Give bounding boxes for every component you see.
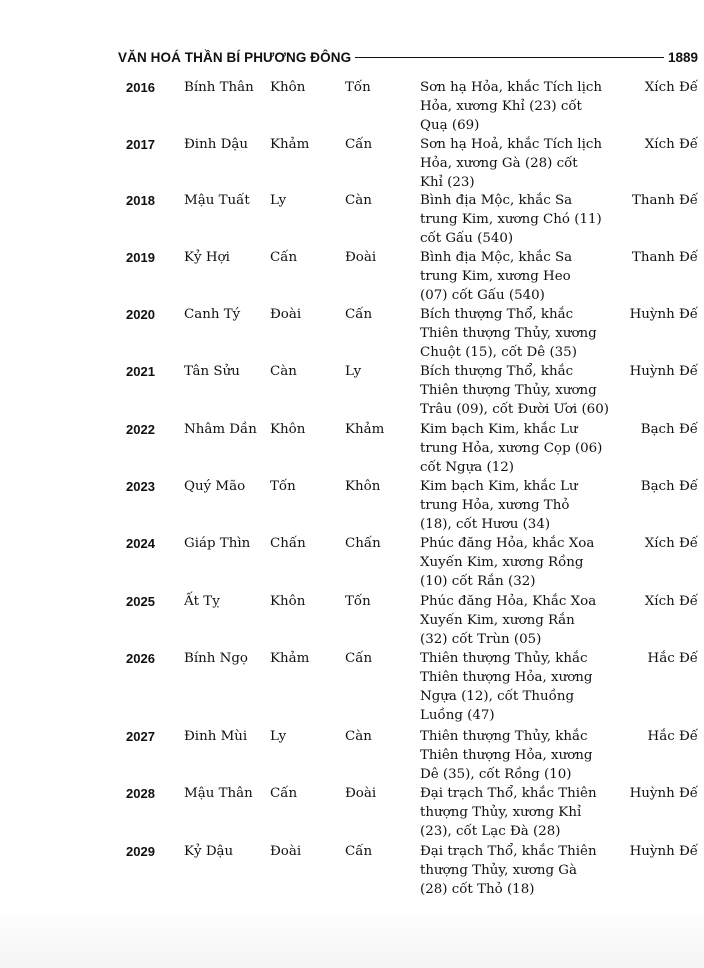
- can-chi-cell: Tân Sửu: [184, 364, 240, 379]
- element-description-cell: [420, 534, 625, 591]
- description-line: Khỉ (23): [420, 175, 475, 190]
- description-line: Xuyến Kim, xương Rồng: [420, 555, 584, 570]
- description-line: thượng Thủy, xương Khỉ: [420, 805, 582, 820]
- emperor-cell: Huỳnh Đế: [629, 844, 698, 859]
- can-chi-cell: Canh Tý: [184, 307, 241, 322]
- description-line: Ngựa (12), cốt Thuồng: [420, 689, 575, 704]
- book-title: VĂN HOÁ THẦN BÍ PHƯƠNG ĐÔNG: [118, 49, 352, 65]
- trigram-secondary-cell: Đoài: [345, 250, 377, 265]
- description-line: Thiên thượng Hỏa, xương: [420, 670, 593, 685]
- year-cell: 2021: [126, 364, 155, 379]
- description-line: Hỏa, xương Gà (28) cốt: [420, 156, 578, 171]
- page-bottom-margin: [0, 915, 704, 968]
- description-line: Thiên thượng Thủy, khắc: [420, 651, 588, 666]
- can-chi-cell: Mậu Thân: [184, 786, 253, 801]
- trigram-secondary-cell: Cấn: [345, 137, 373, 152]
- description-line: Thiên thượng Thủy, xương: [420, 383, 597, 398]
- trigram-primary-cell: Ly: [270, 729, 287, 744]
- year-cell: 2016: [126, 80, 155, 95]
- trigram-secondary-cell: Càn: [345, 729, 372, 744]
- element-description-cell: [420, 842, 625, 899]
- year-cell: 2028: [126, 786, 155, 801]
- emperor-cell: Huỳnh Đế: [629, 786, 698, 801]
- description-line: trung Kim, xương Heo: [420, 269, 571, 284]
- element-description-cell: [420, 477, 625, 534]
- trigram-secondary-cell: Khôn: [345, 479, 381, 494]
- trigram-primary-cell: Khôn: [270, 80, 306, 95]
- description-line: Bích thượng Thổ, khắc: [420, 364, 574, 379]
- trigram-secondary-cell: Tốn: [345, 80, 371, 95]
- emperor-cell: Hắc Đế: [647, 651, 698, 666]
- can-chi-cell: Giáp Thìn: [184, 536, 251, 551]
- trigram-primary-cell: Khôn: [270, 594, 306, 609]
- can-chi-cell: Bính Thân: [184, 80, 254, 95]
- emperor-cell: Xích Đế: [644, 137, 698, 152]
- year-cell: 2026: [126, 651, 155, 666]
- description-line: Dê (35), cốt Rồng (10): [420, 767, 572, 782]
- can-chi-cell: Nhâm Dần: [184, 422, 257, 437]
- emperor-cell: Xích Đế: [644, 80, 698, 95]
- description-line: Bình địa Mộc, khắc Sa: [420, 193, 573, 208]
- description-line: Quạ (69): [420, 118, 480, 133]
- description-line: Xuyến Kim, xương Rắn: [420, 613, 575, 628]
- trigram-primary-cell: Càn: [270, 364, 297, 379]
- element-description-cell: [420, 78, 625, 135]
- trigram-primary-cell: Khảm: [270, 137, 310, 152]
- element-description-cell: [420, 248, 625, 305]
- trigram-secondary-cell: Đoài: [345, 786, 377, 801]
- trigram-secondary-cell: Tốn: [345, 594, 371, 609]
- trigram-primary-cell: Ly: [270, 193, 287, 208]
- can-chi-cell: Đinh Mùi: [184, 729, 248, 744]
- description-line: Đại trạch Thổ, khắc Thiên: [420, 786, 597, 801]
- emperor-cell: Xích Đế: [644, 594, 698, 609]
- element-description-cell: [420, 727, 625, 784]
- description-line: (18), cốt Hươu (34): [420, 517, 551, 532]
- trigram-primary-cell: Tốn: [270, 479, 296, 494]
- trigram-secondary-cell: Cấn: [345, 651, 373, 666]
- description-line: Thiên thượng Thủy, xương: [420, 326, 597, 341]
- can-chi-cell: Mậu Tuất: [184, 193, 250, 208]
- trigram-primary-cell: Đoài: [270, 307, 302, 322]
- description-line: trung Kim, xương Chó (11): [420, 212, 602, 227]
- trigram-primary-cell: Khôn: [270, 422, 306, 437]
- description-line: Sơn hạ Hoả, khắc Tích lịch: [420, 137, 602, 152]
- description-line: cốt Ngựa (12): [420, 460, 514, 475]
- emperor-cell: Hắc Đế: [647, 729, 698, 744]
- element-description-cell: [420, 784, 625, 841]
- description-line: Thiên thượng Thủy, khắc: [420, 729, 588, 744]
- emperor-cell: Huỳnh Đế: [629, 364, 698, 379]
- description-line: Phúc đăng Hỏa, khắc Xoa: [420, 536, 595, 551]
- description-line: Trâu (09), cốt Đười Ươi (60): [420, 402, 609, 417]
- element-description-cell: [420, 649, 625, 725]
- trigram-secondary-cell: Cấn: [345, 307, 373, 322]
- description-line: trung Hỏa, xương Cọp (06): [420, 441, 603, 456]
- description-line: Bình địa Mộc, khắc Sa: [420, 250, 573, 265]
- emperor-cell: Thanh Đế: [631, 193, 698, 208]
- year-cell: 2020: [126, 307, 155, 322]
- element-description-cell: [420, 420, 625, 477]
- description-line: Đại trạch Thổ, khắc Thiên: [420, 844, 597, 859]
- description-line: Kim bạch Kim, khắc Lư: [420, 422, 578, 437]
- year-cell: 2025: [126, 594, 155, 609]
- year-cell: 2027: [126, 729, 155, 744]
- description-line: Chuột (15), cốt Dê (35): [420, 345, 577, 360]
- emperor-cell: Huỳnh Đế: [629, 307, 698, 322]
- year-cell: 2018: [126, 193, 155, 208]
- year-cell: 2022: [126, 422, 155, 437]
- trigram-secondary-cell: Khảm: [345, 422, 385, 437]
- trigram-primary-cell: Chấn: [270, 536, 306, 551]
- description-line: Sơn hạ Hỏa, khắc Tích lịch: [420, 80, 602, 95]
- trigram-primary-cell: Đoài: [270, 844, 302, 859]
- can-chi-cell: Bính Ngọ: [184, 651, 248, 666]
- can-chi-cell: Quý Mão: [184, 479, 246, 494]
- year-cell: 2019: [126, 250, 155, 265]
- description-line: Phúc đăng Hỏa, Khắc Xoa: [420, 594, 597, 609]
- trigram-secondary-cell: Ly: [345, 364, 362, 379]
- element-description-cell: [420, 362, 625, 419]
- description-line: (23), cốt Lạc Đà (28): [420, 824, 561, 839]
- description-line: Hỏa, xương Khỉ (23) cốt: [420, 99, 582, 114]
- element-description-cell: [420, 135, 625, 192]
- year-cell: 2024: [126, 536, 155, 551]
- trigram-primary-cell: Cấn: [270, 250, 298, 265]
- description-line: Luồng (47): [420, 708, 495, 723]
- year-cell: 2023: [126, 479, 155, 494]
- emperor-cell: Bạch Đế: [640, 422, 698, 437]
- trigram-secondary-cell: Chấn: [345, 536, 381, 551]
- description-line: cốt Gấu (540): [420, 231, 514, 246]
- trigram-primary-cell: Khảm: [270, 651, 310, 666]
- description-line: (10) cốt Rắn (32): [420, 574, 536, 589]
- description-line: (32) cốt Trùn (05): [420, 632, 542, 647]
- trigram-primary-cell: Cấn: [270, 786, 298, 801]
- page-number: 1889: [667, 49, 698, 65]
- description-line: (28) cốt Thỏ (18): [420, 882, 535, 897]
- trigram-secondary-cell: Cấn: [345, 844, 373, 859]
- description-line: Bích thượng Thổ, khắc: [420, 307, 574, 322]
- trigram-secondary-cell: Càn: [345, 193, 372, 208]
- year-cell: 2017: [126, 137, 155, 152]
- can-chi-cell: Kỷ Hợi: [184, 250, 230, 265]
- element-description-cell: [420, 305, 625, 362]
- can-chi-cell: Ất Tỵ: [184, 594, 220, 609]
- can-chi-cell: Kỷ Dậu: [184, 844, 234, 859]
- description-line: (07) cốt Gấu (540): [420, 288, 545, 303]
- element-description-cell: [420, 191, 625, 248]
- description-line: Thiên thượng Hỏa, xương: [420, 748, 593, 763]
- emperor-cell: Xích Đế: [644, 536, 698, 551]
- emperor-cell: Bạch Đế: [640, 479, 698, 494]
- year-cell: 2029: [126, 844, 155, 859]
- description-line: thượng Thủy, xương Gà: [420, 863, 577, 878]
- can-chi-cell: Đinh Dậu: [184, 137, 248, 152]
- description-line: trung Hỏa, xương Thỏ: [420, 498, 570, 513]
- emperor-cell: Thanh Đế: [631, 250, 698, 265]
- description-line: Kim bạch Kim, khắc Lư: [420, 479, 578, 494]
- element-description-cell: [420, 592, 625, 649]
